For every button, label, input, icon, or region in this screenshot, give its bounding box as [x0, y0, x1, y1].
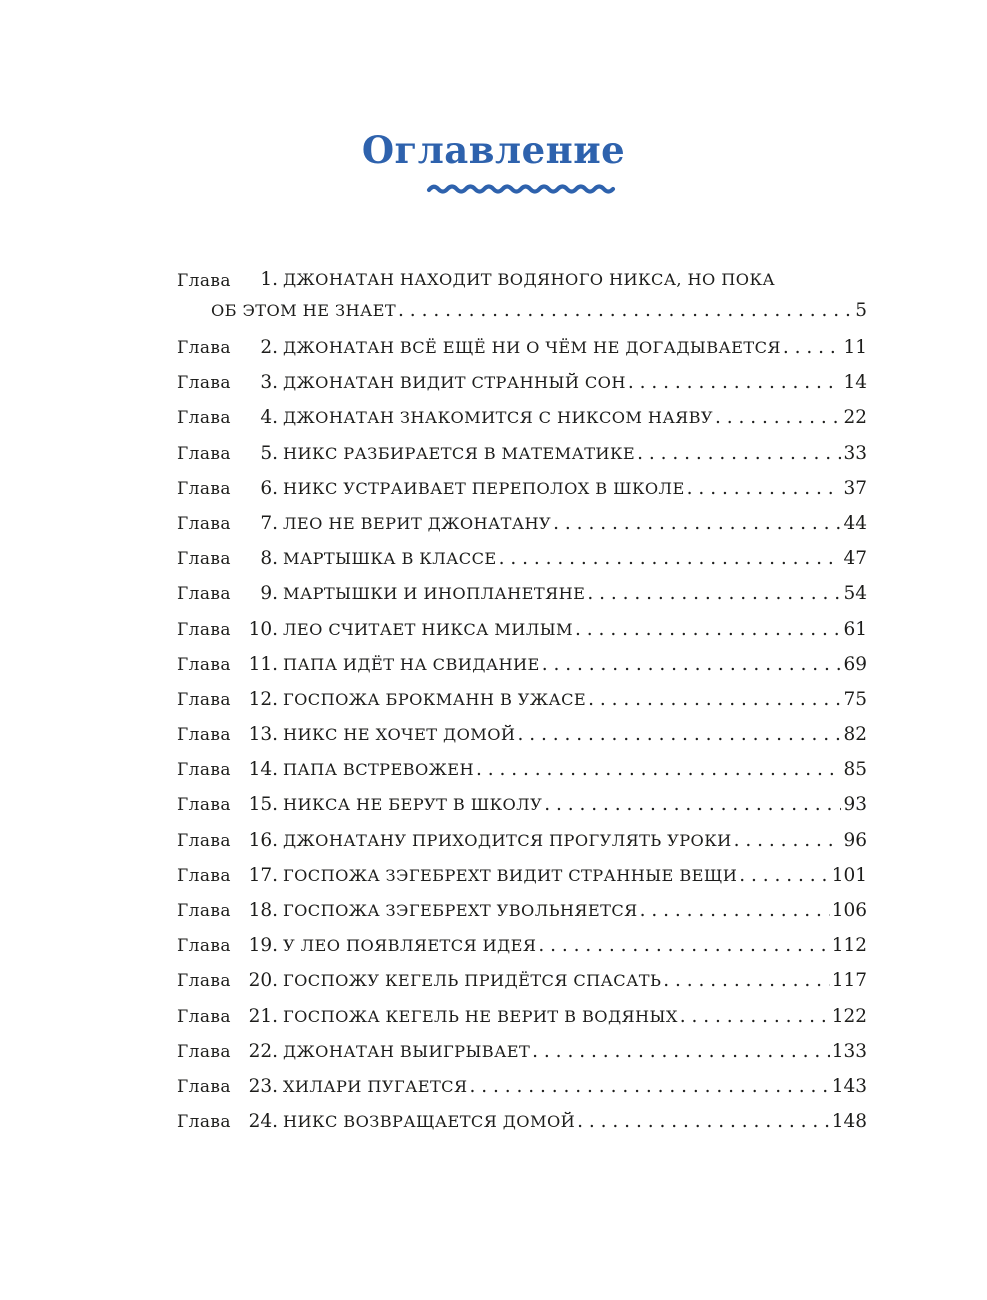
chapter-title: МАРТЫШКИ И ИНОПЛАНЕТЯНЕ — [283, 584, 586, 604]
chapter-title: ДЖОНАТАН ВЫИГРЫВАЕТ — [283, 1041, 531, 1061]
page-number: 117 — [831, 970, 867, 992]
chapter-number: 1. — [260, 269, 278, 290]
chapter-prefix: Глава — [177, 549, 231, 570]
chapter-prefix: Глава — [177, 1006, 231, 1027]
chapter-number: 3. — [260, 372, 278, 394]
chapter-prefix: Глава — [177, 619, 231, 640]
chapter-title: ДЖОНАТАН ВИДИТ СТРАННЫЙ СОН — [283, 373, 626, 393]
chapter-number: 2. — [260, 337, 278, 358]
chapter-prefix: Глава — [177, 725, 231, 746]
chapter-title: ДЖОНАТАН ВСЁ ЕЩЁ НИ О ЧЁМ НЕ ДОГАДЫВАЕТСЯ — [283, 338, 781, 357]
chapter-prefix: Глава — [177, 1112, 231, 1133]
dot-leader — [538, 928, 829, 963]
dot-leader — [542, 647, 842, 682]
chapter-title: НИКС УСТРАИВАЕТ ПЕРЕПОЛОХ В ШКОЛЕ — [283, 478, 685, 498]
chapter-title: ГОСПОЖА ЗЭГЕБРЕХТ ВИДИТ СТРАННЫЕ ВЕЩИ — [283, 865, 738, 885]
toc-entry-24[interactable] — [177, 1104, 867, 1139]
page-number: 85 — [843, 759, 867, 781]
chapter-prefix: Глава — [177, 971, 231, 992]
chapter-number: 18. — [248, 900, 278, 921]
chapter-title: НИКСА НЕ БЕРУТ В ШКОЛУ — [283, 795, 543, 815]
page-number: 69 — [843, 653, 867, 675]
toc-entry-5[interactable] — [177, 436, 867, 471]
dot-leader — [469, 1069, 829, 1104]
page-number: 148 — [831, 1111, 867, 1133]
chapter-number: 13. — [248, 724, 278, 746]
toc-entry-9[interactable] — [177, 576, 867, 611]
chapter-prefix: Глава — [177, 408, 231, 429]
chapter-prefix: Глава — [177, 654, 231, 675]
chapter-title: ДЖОНАТАНУ ПРИХОДИТСЯ ПРОГУЛЯТЬ УРОКИ — [283, 830, 732, 850]
chapter-title: ЛЕО СЧИТАЕТ НИКСА МИЛЫМ — [283, 619, 574, 639]
dot-leader — [499, 541, 842, 576]
toc-entry-19[interactable] — [177, 928, 867, 963]
table-of-contents — [177, 264, 867, 1139]
page-number: 133 — [831, 1040, 867, 1062]
chapter-title: ДЖОНАТАН ЗНАКОМИТСЯ С НИКСОМ НАЯВУ — [283, 408, 713, 428]
chapter-title: НИКС РАЗБИРАЕТСЯ В МАТЕМАТИКЕ — [283, 443, 636, 463]
toc-entry-15[interactable] — [177, 787, 867, 822]
page-number: 5 — [855, 300, 867, 321]
toc-entry-17[interactable] — [177, 858, 867, 893]
chapter-number: 17. — [248, 864, 278, 886]
chapter-prefix: Глава — [177, 689, 231, 710]
dot-leader — [783, 330, 842, 365]
chapter-title: У ЛЕО ПОЯВЛЯЕТСЯ ИДЕЯ — [283, 936, 537, 956]
chapter-prefix: Глава — [177, 795, 231, 816]
toc-entry-21[interactable] — [177, 999, 867, 1034]
page-number: 82 — [843, 724, 867, 746]
chapter-prefix: Глава — [177, 338, 231, 358]
dot-leader — [476, 752, 841, 787]
chapter-number: 19. — [248, 935, 278, 957]
chapter-title: НИКС НЕ ХОЧЕТ ДОМОЙ — [283, 725, 516, 745]
toc-entry-4[interactable] — [177, 400, 867, 435]
chapter-title: ГОСПОЖА ЗЭГЕБРЕХТ УВОЛЬНЯЕТСЯ — [283, 901, 638, 920]
chapter-number: 14. — [248, 759, 278, 781]
dot-leader — [587, 576, 841, 611]
chapter-prefix: Глава — [177, 513, 231, 534]
chapter-title: ЛЕО НЕ ВЕРИТ ДЖОНАТАНУ — [283, 513, 552, 533]
chapter-title-line2: ОБ ЭТОМ НЕ ЗНАЕТ — [211, 301, 397, 320]
page-number: 93 — [843, 794, 867, 816]
dot-leader — [628, 365, 842, 400]
page-number: 14 — [843, 372, 867, 394]
chapter-number: 10. — [248, 618, 278, 640]
chapter-number: 7. — [260, 512, 278, 534]
dot-leader — [637, 436, 841, 471]
dot-leader — [715, 400, 841, 435]
chapter-number: 12. — [248, 688, 278, 710]
page-number: 106 — [831, 900, 867, 921]
chapter-title-line1: ДЖОНАТАН НАХОДИТ ВОДЯНОГО НИКСА, НО ПОКА — [283, 270, 776, 289]
chapter-number: 15. — [248, 794, 278, 816]
toc-entry-20[interactable] — [177, 963, 867, 998]
dot-leader — [544, 787, 841, 822]
dot-leader — [517, 717, 841, 752]
chapter-number: 22. — [248, 1040, 278, 1062]
chapter-prefix: Глава — [177, 443, 231, 464]
chapter-number: 5. — [260, 442, 278, 464]
chapter-prefix: Глава — [177, 271, 231, 291]
dot-leader — [739, 858, 829, 893]
toc-entry-13[interactable] — [177, 717, 867, 752]
dot-leader — [588, 682, 841, 717]
dot-leader — [663, 963, 829, 998]
page-number: 37 — [843, 477, 867, 499]
dot-leader — [575, 612, 841, 647]
chapter-title: ГОСПОЖА БРОКМАНН В УЖАСЕ — [283, 689, 587, 709]
chapter-number: 6. — [260, 477, 278, 499]
dot-leader — [734, 823, 842, 858]
toc-entry-3[interactable] — [177, 365, 867, 400]
page-number: 96 — [843, 829, 867, 851]
dot-leader — [398, 295, 853, 326]
toc-entry-7[interactable] — [177, 506, 867, 541]
page-number: 44 — [843, 512, 867, 534]
toc-entry-6[interactable] — [177, 471, 867, 506]
page-number: 22 — [843, 407, 867, 429]
page-number: 54 — [843, 583, 867, 605]
page-title: Оглавление — [361, 128, 626, 172]
chapter-title: ГОСПОЖА КЕГЕЛЬ НЕ ВЕРИТ В ВОДЯНЫХ — [283, 1006, 678, 1026]
chapter-prefix: Глава — [177, 373, 231, 394]
dot-leader — [577, 1104, 830, 1139]
chapter-prefix: Глава — [177, 936, 231, 957]
chapter-number: 20. — [248, 970, 278, 992]
chapter-number: 21. — [248, 1005, 278, 1027]
toc-entry-18[interactable] — [177, 893, 867, 928]
page-number: 101 — [831, 864, 867, 886]
dot-leader — [680, 999, 830, 1034]
chapter-number: 16. — [248, 829, 278, 851]
chapter-title: НИКС ВОЗВРАЩАЕТСЯ ДОМОЙ — [283, 1112, 576, 1132]
page-number: 122 — [831, 1005, 867, 1027]
dot-leader — [640, 893, 830, 928]
page-number: 33 — [843, 442, 867, 464]
dot-leader — [532, 1034, 830, 1069]
chapter-prefix: Глава — [177, 1041, 231, 1062]
page-number: 11 — [843, 337, 867, 358]
chapter-number: 23. — [248, 1075, 278, 1097]
toc-entry-1[interactable] — [177, 264, 867, 330]
dot-leader — [687, 471, 842, 506]
chapter-prefix: Глава — [177, 478, 231, 499]
chapter-title: ПАПА ИДЁТ НА СВИДАНИЕ — [283, 654, 540, 674]
wave-divider-icon — [426, 181, 616, 197]
page-number: 61 — [843, 618, 867, 640]
chapter-prefix: Глава — [177, 1076, 231, 1097]
toc-entry-2[interactable] — [177, 330, 867, 365]
chapter-prefix: Глава — [177, 760, 231, 781]
toc-entry-8[interactable] — [177, 541, 867, 576]
page-number: 47 — [843, 548, 867, 570]
toc-entry-11[interactable] — [177, 647, 867, 682]
chapter-prefix: Глава — [177, 584, 231, 605]
chapter-title: МАРТЫШКА В КЛАССЕ — [283, 549, 497, 569]
chapter-number: 4. — [260, 407, 278, 429]
chapter-prefix: Глава — [177, 901, 231, 921]
chapter-number: 11. — [248, 653, 278, 675]
toc-entry-16[interactable] — [177, 823, 867, 858]
toc-entry-10[interactable] — [177, 612, 867, 647]
chapter-title: ПАПА ВСТРЕВОЖЕН — [283, 760, 474, 780]
chapter-title: ГОСПОЖУ КЕГЕЛЬ ПРИДЁТСЯ СПАСАТЬ — [283, 971, 662, 991]
toc-entry-12[interactable] — [177, 682, 867, 717]
toc-entry-22[interactable] — [177, 1034, 867, 1069]
chapter-number: 8. — [260, 548, 278, 570]
chapter-prefix: Глава — [177, 865, 231, 886]
toc-entry-23[interactable] — [177, 1069, 867, 1104]
page-number: 112 — [831, 935, 867, 957]
chapter-title: ХИЛАРИ ПУГАЕТСЯ — [283, 1076, 468, 1096]
chapter-prefix: Глава — [177, 830, 231, 851]
page-number: 143 — [831, 1075, 867, 1097]
chapter-number: 9. — [260, 583, 278, 605]
toc-entry-14[interactable] — [177, 752, 867, 787]
dot-leader — [553, 506, 841, 541]
chapter-number: 24. — [248, 1111, 278, 1133]
page-number: 75 — [843, 688, 867, 710]
